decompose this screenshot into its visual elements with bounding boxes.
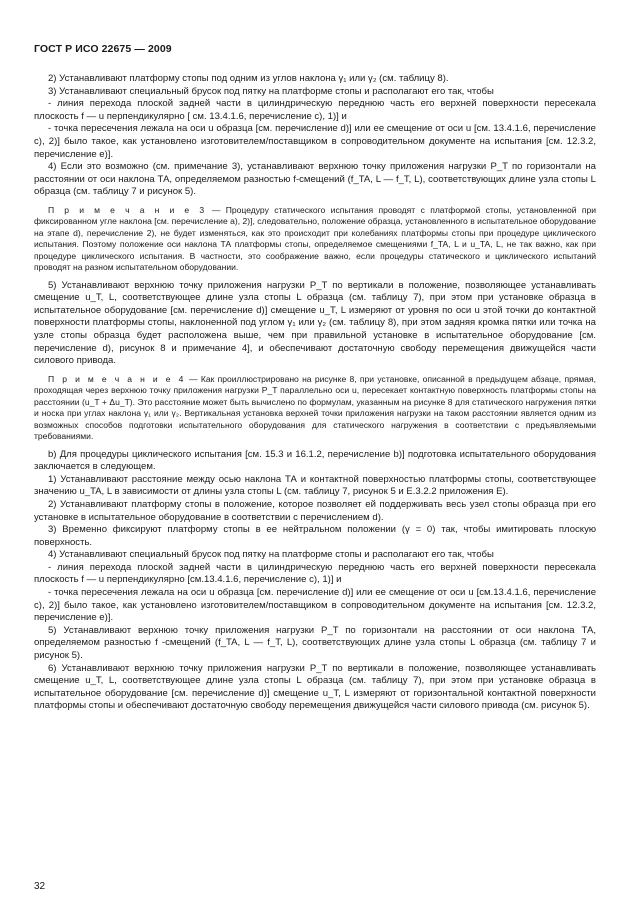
paragraph-b: b) Для процедуры циклического испытания [см. 15.3 и 16.1.2, перечисление b)] подготовка испытательного оборудования заключается в следующем.	[34, 448, 596, 473]
document-body	[34, 73, 596, 713]
paragraph-a3-line: - линия перехода плоской задней части в цилиндрическую переднюю часть его верхней поверхности пересекала плоскость f — u перпендикулярно [ см. 13.4.1.6, перечисление с), 1)] и	[34, 98, 596, 122]
paragraph-b3: 3) Временно фиксируют платформу стопы в ее нейтральном положении (γ = 0) так, чтобы имитировать плоскую поверхность.	[34, 524, 596, 548]
paragraph-b2: 2) Устанавливают платформу стопы в положение, которое позволяет ей поддерживать весь узел стопы образца при его установке в испытательное оборудование в соответствии с перечислением d).	[34, 498, 596, 523]
note-4-label: П р и м е ч а н и е 4	[48, 373, 186, 384]
note-3-text: — Процедуру статического испытания проводят с платформой стопы, установленной при фиксированном угле наклона [см. перечисление а), 2)], следовательно, положение образца, установленного в испытательное оборудование на этапе d), перечисление 2), не будет изменяться, как это происходит при колебаниях платформы стопы при процедуре циклического испытания. Поэтому положение оси наклона ТА платформы стопы, определяемое смещениями f_TA, L и u_TA, L, не так важно, как при процедуре циклического испытания. В частности, это соображение важно, если процедуры статического и циклического испытаний проводят на разном испытательном оборудовании.	[34, 204, 596, 273]
paragraph-b4-point: - точка пересечения лежала на оси u образца [см. перечисление d)] или ее смещение от оси u [см.13.4.1.6, перечисление с), 2)] было такое, как установлено изготовителем/поставщиком в сопроводительном документе на испытания [см. 12.3.2, перечисление е)].	[34, 587, 596, 624]
paragraph-a3-point: - точка пересечения лежала на оси u образца [см. перечисление d)] или ее смещение от оси u [см. 13.4.1.6, перечисление с), 2)] было такое, как установлено изготовителем/поставщиком в сопроводительном документе на испытания [см. 12.3.2, перечисление е)].	[34, 123, 596, 160]
paragraph-a3: 3) Устанавливают специальный брусок под пятку на платформе стопы и располагают его так, чтобы	[48, 85, 494, 97]
page-header-title: ГОСТ Р ИСО 22675 — 2009	[34, 43, 172, 55]
note-3-label: П р и м е ч а н и е 3	[48, 204, 207, 215]
paragraph-b4-line: - линия перехода плоской задней части в цилиндрическую переднюю часть его верхней поверхности пересекала плоскость f — u перпендикулярно [см.13.4.1.6, перечисление с), 1)] и	[34, 561, 596, 586]
note-4-text: — Как проиллюстрировано на рисунке 8, при установке, описанной в предыдущем абзаце, прямая, проходящая через верхнюю точку приложения нагрузки P_T параллельно оси u, пересекает контактную поверхность платформы стопы на расстоянии (u_T + Δu_T). Это расстояние может быть вычислено по формулам, указанным на рисунке 8 для статического нагружения пятки и носка при углах наклона γ₁ или γ₂. Вертикальная установка верхней точки приложения нагрузки на таком расстоянии является одним из возможных способов подготовки испытательного оборудования для статического нагружения в соответствии с предъявляемыми требованиями.	[34, 373, 596, 442]
page-number: 32	[34, 881, 46, 892]
paragraph-b6: 6) Устанавливают верхнюю точку приложения нагрузки P_T по вертикали в положение, позволяющее устанавливать смещение u_T, L, соответствующее длине узла стопы L образца (см. таблицу 7), при этом при установке образца в испытательное оборудование [см. перечисление d)] смещение u_T, L измеряют от горизонтальной контактной поверхности платформы стопы и обеспечивают достаточную свободу перемещения движущейся части силового привода (см. рисунок 5).	[34, 662, 596, 712]
note-3	[34, 205, 596, 274]
paragraph-a2: 2) Устанавливают платформу стопы под одним из углов наклона γ₁ или γ₂ (см. таблицу 8).	[48, 73, 449, 84]
note-4	[34, 374, 596, 443]
paragraph-b5: 5) Устанавливают верхнюю точку приложения нагрузки P_T по горизонтали на расстоянии от оси наклона ТА, определяемом разностью f -смещений (f_TA, L — f_T, L), соответствующих длине узла стопы L образца (см. таблицу 7 и рисунок 5).	[34, 624, 596, 662]
paragraph-a5: 5) Устанавливают верхнюю точку приложения нагрузки P_T по вертикали в положение, позволяющее устанавливать смещение u_T, L, соответствующее длине узла стопы L образца (см. таблицу 7), при этом при установке образца в испытательное оборудование [см. перечисление d)] смещение u_T, L измеряют от уровня по оси u этой точки до контактной поверхности платформы стопы, наклоненной под углом γ₁ или γ₂ (см. таблицу 8), при этом задняя кромка пятки или точка на узле стопы образца будет расположена выше, чем при правильной установке в испытательное оборудование [см. перечисление d), рисунок 8 и примечание 4], и обеспечивают достаточную свободу перемещения движущейся части силового привода.	[34, 279, 596, 367]
paragraph-b4: 4) Устанавливают специальный брусок под пятку на платформе стопы и располагают его так, чтобы	[48, 549, 494, 561]
paragraph-b1: 1) Устанавливают расстояние между осью наклона ТА и контактной поверхностью платформы стопы, соответствующее значению u_TA, L в зависимости от длины узла стопы L (см. таблицу 7, рисунок 5 и Е.3.2.2 приложения Е).	[34, 473, 596, 498]
paragraph-a4: 4) Если это возможно (см. примечание 3), устанавливают верхнюю точку приложения нагрузки P_T по горизонтали на расстоянии от оси наклона ТА, определяемом разностью f-смещений (f_TA, L — f_T, L), соответствующих длине узла стопы L образца (см. таблицу 7 и рисунок 5).	[34, 161, 596, 198]
